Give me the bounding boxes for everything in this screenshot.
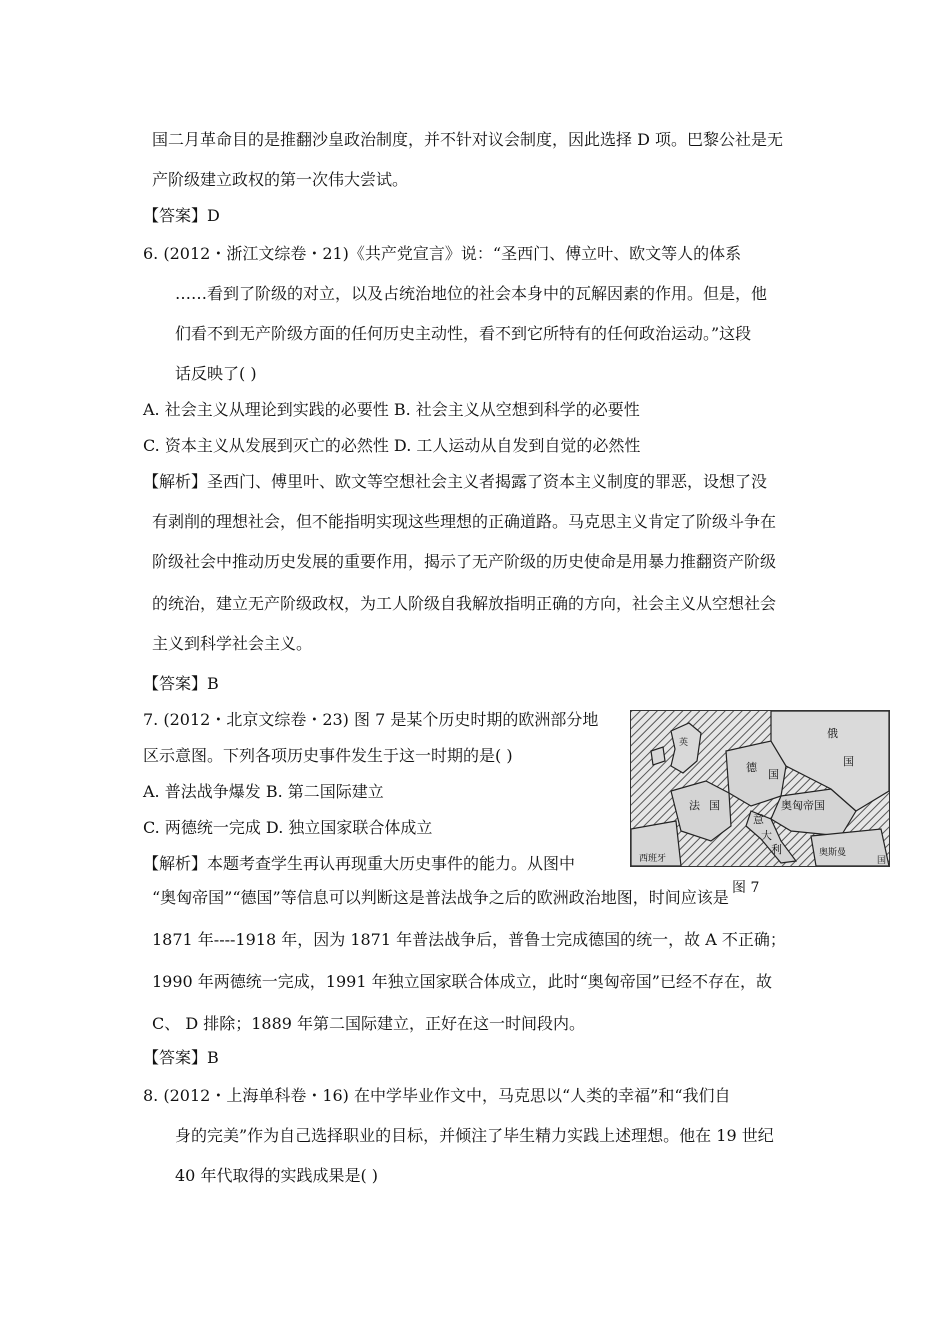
text-line: 们看不到无产阶级方面的任何历史主动性，看不到它所特有的任何政治运动。”这段 xyxy=(175,324,752,343)
analysis-line: 【解析】本题考查学生再认再现重大历史事件的能力。从图中 xyxy=(143,854,576,873)
map-label: 国 xyxy=(843,755,854,768)
map-label: 利 xyxy=(771,843,782,856)
text-line: 有剥削的理想社会，但不能指明实现这些理想的正确道路。马克思主义肯定了阶级斗争在 xyxy=(152,512,777,531)
map-label: 国 xyxy=(709,799,720,812)
ireland-shape xyxy=(651,747,665,765)
text-line: 1990 年两德统一完成，1991 年独立国家联合体成立，此时“奥匈帝国”已经不存在，故 xyxy=(152,972,772,991)
map-label: 国 xyxy=(877,856,887,866)
text-line: 身的完美”作为自己选择职业的目标，并倾注了毕生精力实践上述理想。他在 19 世纪 xyxy=(175,1126,774,1145)
map-label: 俄 xyxy=(827,727,838,740)
text-line: 区示意图。下列各项历史事件发生于这一时期的是( ) xyxy=(143,746,513,765)
map-label: 法 xyxy=(689,799,700,812)
answer-line: 【答案】B xyxy=(143,1048,219,1067)
text-line: 产阶级建立政权的第一次伟大尝试。 xyxy=(152,170,409,189)
question-7-stem: 7. (2012・北京文综卷・23) 图 7 是某个历史时期的欧洲部分地 xyxy=(143,710,599,729)
map-label: 奥匈帝国 xyxy=(781,799,825,812)
europe-map-figure xyxy=(630,710,890,867)
map-label: 大 xyxy=(761,829,772,842)
question-8-stem: 8. (2012・上海单科卷・16) 在中学毕业作文中，马克思以“人类的幸福”和“我们自 xyxy=(143,1086,731,1105)
figure-caption: 图 7 xyxy=(732,880,760,896)
text-line: “奥匈帝国”“德国”等信息可以判断这是普法战争之后的欧洲政治地图，时间应该是 xyxy=(152,888,729,907)
options-line: C. 资本主义从发展到灭亡的必然性 D. 工人运动从自发到自觉的必然性 xyxy=(143,436,641,455)
map-label: 意 xyxy=(753,813,764,826)
answer-line: 【答案】B xyxy=(143,674,219,693)
text-line: 1871 年----1918 年，因为 1871 年普法战争后，普鲁士完成德国的统一，故 A 不正确； xyxy=(152,930,786,949)
question-6-stem: 6. (2012・浙江文综卷・21)《共产党宣言》说：“圣西门、傅立叶、欧文等人的体系 xyxy=(143,244,742,263)
text-line: 的统治，建立无产阶级政权，为工人阶级自我解放指明正确的方向，社会主义从空想社会 xyxy=(152,594,777,613)
text-line: C、 D 排除；1889 年第二国际建立，正好在这一时间段内。 xyxy=(152,1014,586,1033)
text-line: ……看到了阶级的对立，以及占统治地位的社会本身中的瓦解因素的作用。但是，他 xyxy=(175,284,768,303)
options-line: A. 普法战争爆发 B. 第二国际建立 xyxy=(143,782,384,801)
text-line: 阶级社会中推动历史发展的重要作用，揭示了无产阶级的历史使命是用暴力推翻资产阶级 xyxy=(152,552,777,571)
map-label: 英 xyxy=(679,738,689,748)
options-line: A. 社会主义从理论到实践的必要性 B. 社会主义从空想到科学的必要性 xyxy=(143,400,640,419)
map-label: 德 xyxy=(746,761,757,774)
text-line: 主义到科学社会主义。 xyxy=(152,634,313,653)
options-line: C. 两德统一完成 D. 独立国家联合体成立 xyxy=(143,818,433,837)
answer-line: 【答案】D xyxy=(143,206,220,225)
analysis-line: 【解析】圣西门、傅里叶、欧文等空想社会主义者揭露了资本主义制度的罪恶，设想了没 xyxy=(143,472,768,491)
text-line: 话反映了( ) xyxy=(175,364,257,383)
map-label: 奥斯曼 xyxy=(819,848,847,858)
map-label: 西班牙 xyxy=(639,854,667,864)
text-line: 40 年代取得的实践成果是( ) xyxy=(175,1166,379,1185)
map-label: 国 xyxy=(768,768,779,781)
text-line: 国二月革命目的是推翻沙皇政治制度，并不针对议会制度，因此选择 D 项。巴黎公社是无 xyxy=(152,130,784,149)
